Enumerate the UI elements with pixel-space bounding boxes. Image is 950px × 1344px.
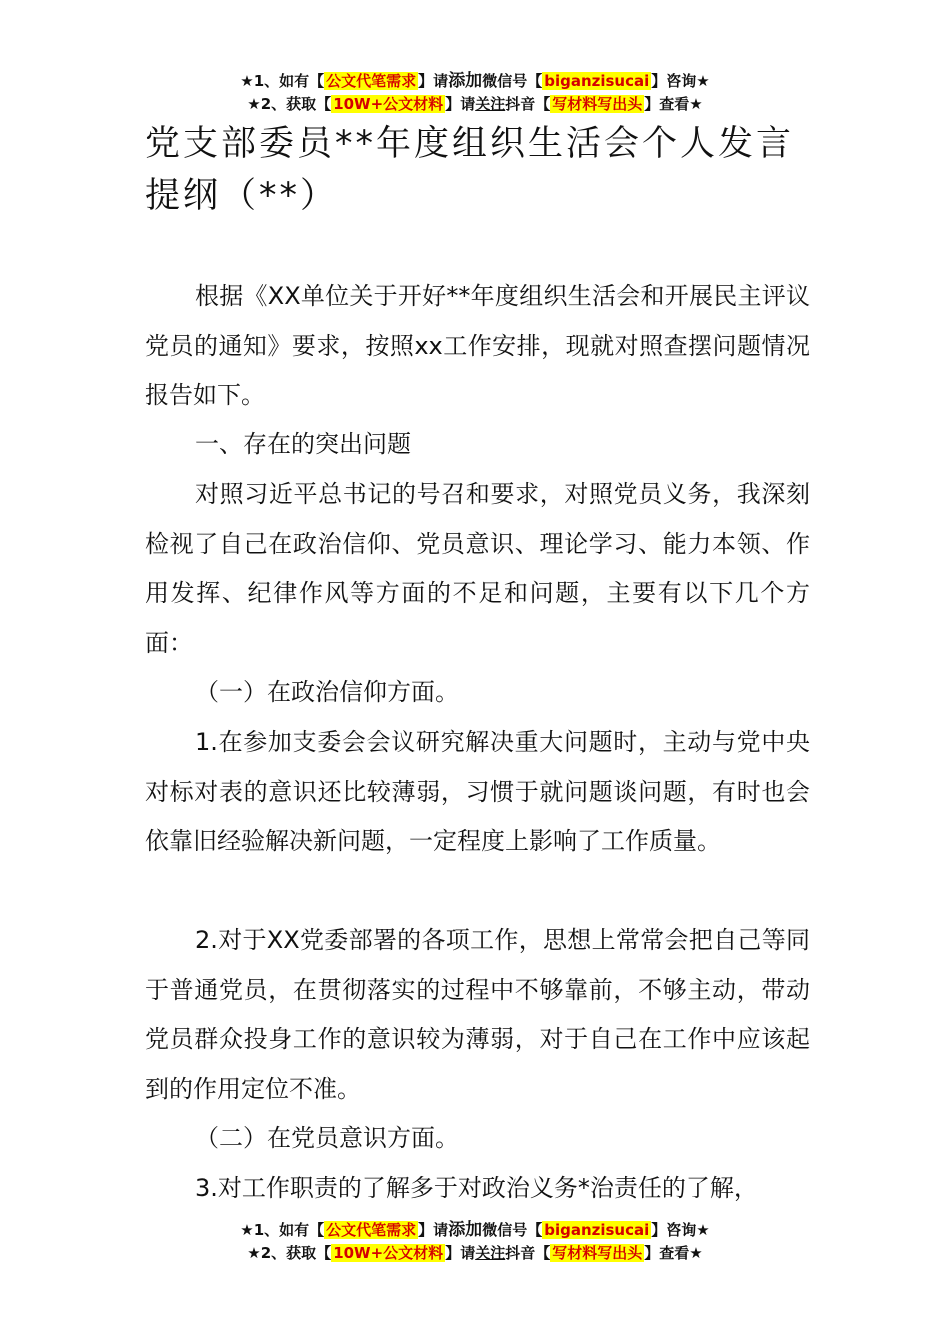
highlight-materials: 10W+公文材料 bbox=[333, 1244, 444, 1262]
highlight-service: 公文代笔需求 bbox=[326, 72, 417, 90]
highlight-douyin-account[interactable]: 写材料写出头 bbox=[552, 95, 643, 113]
subsection-heading-1: （一）在政治信仰方面。 bbox=[195, 678, 459, 706]
notice-text: ★1、如有【 bbox=[240, 72, 325, 90]
notice-emphasis: 关注 bbox=[475, 95, 506, 113]
paragraph-item-1: 1.在参加支委会会议研究解决重大问题时，主动与党中央对标对表的意识还比较薄弱，习惯于就问题谈问题，有时也会依靠旧经验解决新问题，一定程度上影响了工作质量。 bbox=[145, 728, 810, 855]
section-heading-1: 一、存在的突出问题 bbox=[195, 430, 411, 458]
notice-text: ★2、获取【 bbox=[247, 1244, 332, 1262]
highlight-wechat-id[interactable]: biganzisucai bbox=[544, 72, 650, 90]
highlight-douyin-account[interactable]: 写材料写出头 bbox=[552, 1244, 643, 1262]
notice-text: 抖音【 bbox=[505, 1244, 551, 1262]
paragraph-overview: 对照习近平总书记的号召和要求，对照党员义务，我深刻检视了自己在政治信仰、党员意识、理论学习、能力本领、作用发挥、纪律作风等方面的不足和问题，主要有以下几个方面： bbox=[145, 480, 810, 657]
notice-text: 】查看★ bbox=[644, 1244, 703, 1262]
notice-text: 】请 bbox=[418, 1221, 449, 1239]
subsection-heading-2: （二）在党员意识方面。 bbox=[195, 1124, 459, 1152]
paragraph-intro: 根据《XX单位关于开好**年度组织生活会和开展民主评议党员的通知》要求，按照xx工作安排，现就对照查摆问题情况报告如下。 bbox=[145, 282, 810, 409]
paragraph-item-3: 3.对工作职责的了解多于对政治义务*治责任的了解， bbox=[195, 1174, 758, 1202]
notice-text: 】请 bbox=[418, 72, 449, 90]
highlight-wechat-id[interactable]: biganzisucai bbox=[544, 1221, 650, 1239]
bottom-notice-line-2 bbox=[0, 1242, 950, 1264]
top-notice-line-2 bbox=[0, 93, 950, 115]
notice-emphasis: 添加 bbox=[448, 1220, 483, 1240]
notice-text: 抖音【 bbox=[505, 95, 551, 113]
paragraph-item-2: 2.对于XX党委部署的各项工作，思想上常常会把自己等同于普通党员，在贯彻落实的过程中不够靠前，不够主动，带动党员群众投身工作的意识较为薄弱，对于自己在工作中应该起到的作用定位不准。 bbox=[145, 926, 810, 1103]
bottom-notice-line-1 bbox=[0, 1219, 950, 1241]
notice-text: 微信号【 bbox=[482, 1221, 543, 1239]
notice-text: 】请 bbox=[445, 1244, 476, 1262]
notice-text: ★1、如有【 bbox=[240, 1221, 325, 1239]
notice-text: 】咨询★ bbox=[651, 72, 710, 90]
notice-text: ★2、获取【 bbox=[247, 95, 332, 113]
notice-text: 】查看★ bbox=[644, 95, 703, 113]
notice-emphasis: 添加 bbox=[448, 71, 483, 91]
highlight-materials: 10W+公文材料 bbox=[333, 95, 444, 113]
notice-emphasis: 关注 bbox=[475, 1244, 506, 1262]
notice-text: 】请 bbox=[445, 95, 476, 113]
top-notice-line-1 bbox=[0, 70, 950, 92]
notice-text: 微信号【 bbox=[482, 72, 543, 90]
notice-text: 】咨询★ bbox=[651, 1221, 710, 1239]
document-title: 党支部委员**年度组织生活会个人发言提纲（**） bbox=[145, 124, 795, 216]
highlight-service: 公文代笔需求 bbox=[326, 1221, 417, 1239]
